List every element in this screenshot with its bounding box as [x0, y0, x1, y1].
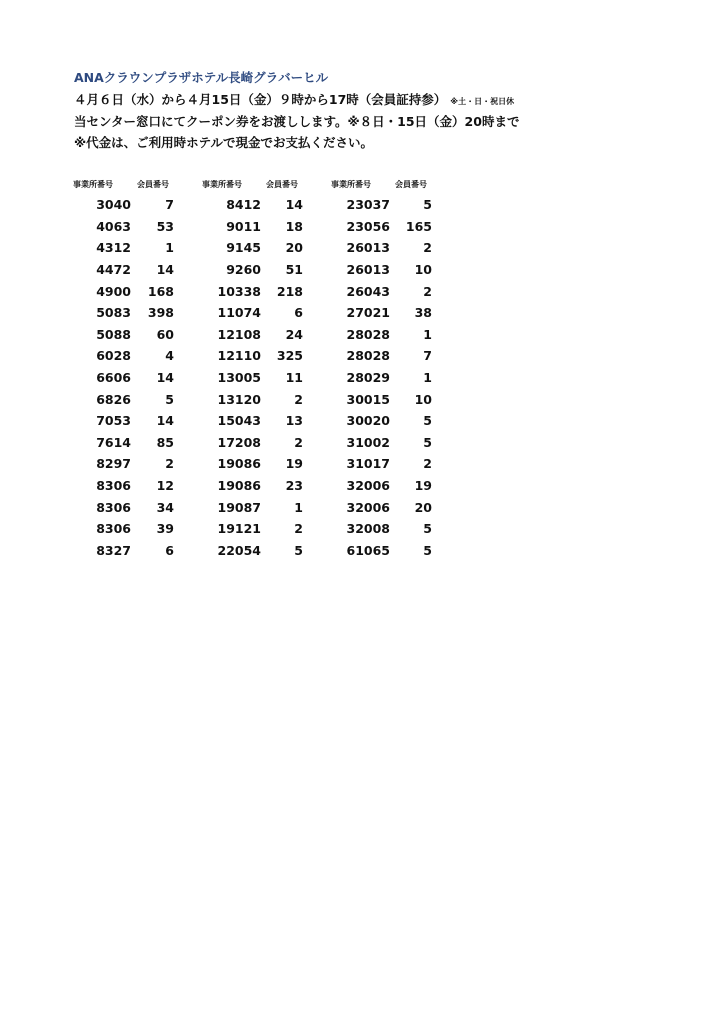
office-number-header: 事業所番号: [331, 180, 371, 189]
office-number-cell: 13120: [217, 391, 261, 407]
office-number-cell: 31017: [346, 456, 390, 472]
member-number-header: 会員番号: [137, 180, 169, 189]
office-number-cell: 32006: [346, 478, 390, 494]
office-number-cell: 28028: [346, 326, 390, 342]
office-number-cell: 5088: [96, 326, 131, 342]
office-number-cell: 12108: [217, 326, 261, 342]
office-number-cell: 8412: [226, 197, 261, 213]
member-number-cell: 12: [156, 478, 174, 494]
office-number-cell: 28029: [346, 370, 390, 386]
office-number-cell: 30020: [346, 413, 390, 429]
office-number-cell: 12110: [217, 348, 261, 364]
member-number-cell: 53: [156, 218, 174, 234]
member-number-cell: 18: [285, 218, 303, 234]
schedule-text: ４月６日（水）から４月15日（金）９時から17時（会員証持参）: [74, 92, 447, 107]
office-number-cell: 61065: [346, 542, 390, 558]
table-row: [0, 518, 724, 540]
table-row: [0, 216, 724, 238]
table-row: [0, 259, 724, 281]
member-number-cell: 23: [285, 478, 303, 494]
table-row: [0, 367, 724, 389]
member-number-cell: 5: [423, 413, 432, 429]
office-number-cell: 23037: [346, 197, 390, 213]
office-number-cell: 5083: [96, 305, 131, 321]
office-number-cell: 6028: [96, 348, 131, 364]
member-number-cell: 7: [165, 197, 174, 213]
member-number-cell: 1: [294, 499, 303, 515]
column-header-group: [202, 179, 298, 190]
member-number-cell: 34: [156, 499, 174, 515]
member-number-cell: 1: [423, 326, 432, 342]
office-number-cell: 9260: [226, 262, 261, 278]
coupon-line: 当センター窓口にてクーポン券をお渡しします。※８日・15日（金）20時まで: [74, 114, 520, 129]
office-number-cell: 19087: [217, 499, 261, 515]
office-number-cell: 22054: [217, 542, 261, 558]
member-number-cell: 14: [285, 197, 303, 213]
column-header-group: [331, 179, 427, 190]
office-number-cell: 4472: [96, 262, 131, 278]
member-number-cell: 10: [414, 262, 432, 278]
member-number-cell: 5: [423, 434, 432, 450]
office-number-cell: 28028: [346, 348, 390, 364]
office-number-cell: 7053: [96, 413, 131, 429]
office-number-cell: 26013: [346, 262, 390, 278]
office-number-cell: 3040: [96, 197, 131, 213]
office-number-cell: 7614: [96, 434, 131, 450]
table-row: [0, 345, 724, 367]
office-number-cell: 8306: [96, 478, 131, 494]
office-number-cell: 19121: [217, 521, 261, 537]
office-number-cell: 8297: [96, 456, 131, 472]
table-row: [0, 388, 724, 410]
member-number-cell: 10: [414, 391, 432, 407]
member-number-cell: 2: [294, 391, 303, 407]
member-number-cell: 39: [156, 521, 174, 537]
table-row: [0, 237, 724, 259]
office-number-cell: 30015: [346, 391, 390, 407]
member-number-cell: 51: [285, 262, 303, 278]
office-number-cell: 4063: [96, 218, 131, 234]
member-column: [0, 194, 724, 561]
office-number-header: 事業所番号: [202, 180, 242, 189]
table-row: [0, 194, 724, 216]
member-number-cell: 2: [294, 434, 303, 450]
office-number-cell: 4900: [96, 283, 131, 299]
office-number-cell: 32006: [346, 499, 390, 515]
member-number-cell: 5: [423, 521, 432, 537]
office-number-header: 事業所番号: [73, 180, 113, 189]
table-row: [0, 453, 724, 475]
member-number-cell: 2: [423, 240, 432, 256]
member-number-cell: 6: [165, 542, 174, 558]
member-number-cell: 2: [423, 456, 432, 472]
member-number-cell: 19: [414, 478, 432, 494]
office-number-cell: 17208: [217, 434, 261, 450]
office-number-cell: 13005: [217, 370, 261, 386]
member-number-cell: 2: [165, 456, 174, 472]
office-number-cell: 4312: [96, 240, 131, 256]
member-number-cell: 20: [285, 240, 303, 256]
table-row: [0, 475, 724, 497]
payment-note: ※代金は、ご利用時ホテルで現金でお支払ください。: [74, 135, 374, 150]
member-number-cell: 1: [165, 240, 174, 256]
member-number-cell: 2: [423, 283, 432, 299]
table-row: [0, 540, 724, 562]
office-number-cell: 6826: [96, 391, 131, 407]
member-number-cell: 2: [294, 521, 303, 537]
office-number-cell: 8306: [96, 521, 131, 537]
member-number-cell: 14: [156, 370, 174, 386]
member-number-cell: 5: [423, 542, 432, 558]
member-number-cell: 1: [423, 370, 432, 386]
member-number-cell: 60: [156, 326, 174, 342]
office-number-cell: 10338: [217, 283, 261, 299]
office-number-cell: 27021: [346, 305, 390, 321]
office-number-cell: 26013: [346, 240, 390, 256]
office-number-cell: 9011: [226, 218, 261, 234]
office-number-cell: 19086: [217, 478, 261, 494]
office-number-cell: 15043: [217, 413, 261, 429]
office-number-cell: 8306: [96, 499, 131, 515]
member-number-cell: 7: [423, 348, 432, 364]
member-number-cell: 6: [294, 305, 303, 321]
member-number-cell: 14: [156, 413, 174, 429]
member-number-cell: 38: [414, 305, 432, 321]
member-number-cell: 85: [156, 434, 174, 450]
table-row: [0, 496, 724, 518]
table-row: [0, 324, 724, 346]
member-number-cell: 218: [276, 283, 303, 299]
table-row: [0, 432, 724, 454]
member-number-cell: 5: [294, 542, 303, 558]
table-row: [0, 410, 724, 432]
schedule-line: [74, 90, 514, 108]
office-number-cell: 32008: [346, 521, 390, 537]
office-number-cell: 8327: [96, 542, 131, 558]
table-row: [0, 280, 724, 302]
member-number-cell: 5: [165, 391, 174, 407]
office-number-cell: 19086: [217, 456, 261, 472]
column-header-group: [73, 179, 169, 190]
office-number-cell: 26043: [346, 283, 390, 299]
member-number-cell: 20: [414, 499, 432, 515]
member-number-cell: 11: [285, 370, 303, 386]
member-number-header: 会員番号: [395, 180, 427, 189]
member-number-cell: 5: [423, 197, 432, 213]
member-number-cell: 4: [165, 348, 174, 364]
office-number-cell: 31002: [346, 434, 390, 450]
member-number-cell: 398: [147, 305, 174, 321]
member-number-cell: 325: [276, 348, 303, 364]
office-number-cell: 6606: [96, 370, 131, 386]
member-number-header: 会員番号: [266, 180, 298, 189]
member-number-cell: 24: [285, 326, 303, 342]
member-number-cell: 19: [285, 456, 303, 472]
holiday-note: ※土・日・祝日休: [450, 97, 515, 106]
office-number-cell: 9145: [226, 240, 261, 256]
member-number-cell: 14: [156, 262, 174, 278]
office-number-cell: 11074: [217, 305, 261, 321]
table-row: [0, 302, 724, 324]
member-number-cell: 13: [285, 413, 303, 429]
hotel-title: ANAクラウンプラザホテル長崎グラバーヒル: [74, 70, 329, 85]
member-number-cell: 168: [147, 283, 174, 299]
member-number-cell: 165: [405, 218, 432, 234]
office-number-cell: 23056: [346, 218, 390, 234]
